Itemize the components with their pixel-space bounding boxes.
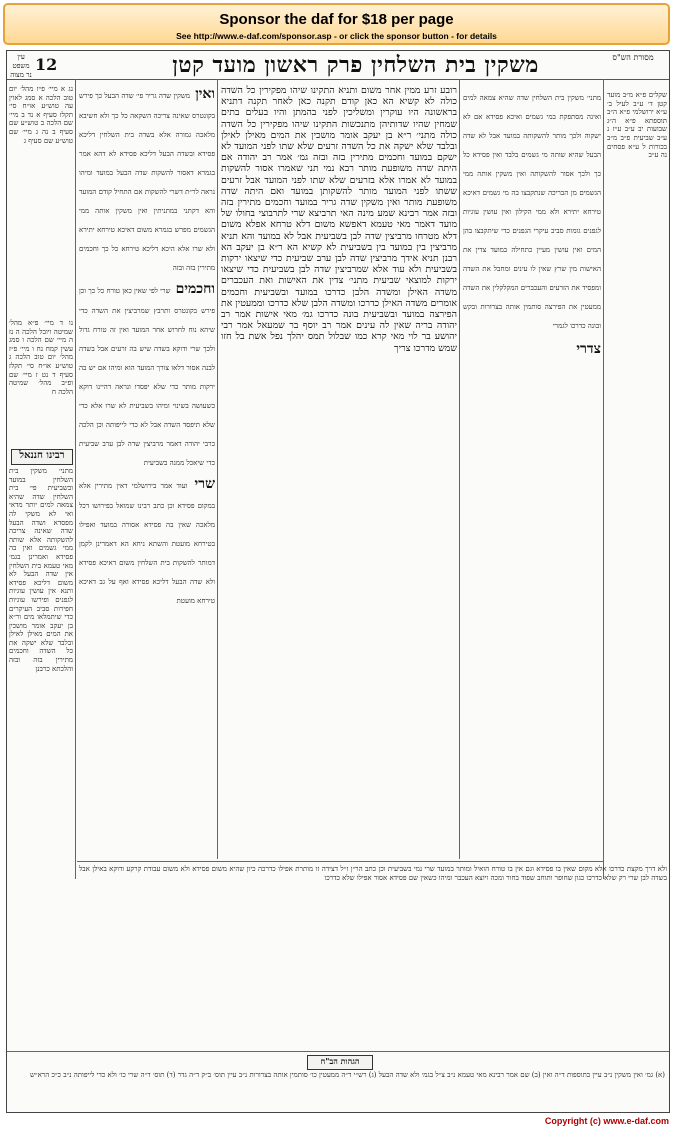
hagahot-text: (א) גמ׳ ואין משקין נ״ב עיין בתוספות ד״ה ואין (ב) שם אמר רבינא מאי טעמא נ״ב צ״ל בגמ׳ ולא שדה הבעל (ג) רש״י ד״ה ממעטין כו׳ סותמין אותה בצרורות נ״ב עיין תוס׳ ב״ק ד״ה גדר (ד) תוס׳ ד״ה שרי כו׳ ולא כדי לייפותה נ״ב כ״כ הרא״ש <box>29 1071 665 1079</box>
divider-hagahot <box>7 1051 670 1052</box>
gemara-column: רובע זרע ממין אחר משום ותניא התקינו שיהו מפקירין כל השדה כולה לא קשיא הא כאן קודם תקנה כאן לאחר תקנה דתניא בראשונה היו עוקרין ומשליכין לפני בהמתן והיו בעלים בתים שמחין שהיו שדותיהן מתנכשות התקינו שיהו מפקירין כל השדה כולה מתני׳ ר״א בן יעקב אומר מושכין את המים מאילן לאילן ובלבד שלא ישקה את כל השדה זרעים שלא שתו לפני המועד לא ישקם במועד וחכמים מתירין בזה ובזה גמ׳ אמר רב יהודה אם היתה שדה משופעת מותר רבא נמי תני שאמרו אסור להשקות במועד לא אמרו אלא בזרעים שלא שתו לפני המועד אבל זרעים ששתו לפני המועד מותר להשקותן במועד ואם היתה שדה משופעת מותר ואין משקין שדה גריר במועד וחכמים מתירין בזה ובזה אמר רבינא שמע מינה האי תרביצא שרי לתרבוצי בחולו של מועד דאמר מאי טעמא דאפשא משום דלא טרחא אפלא משום דלא מטרחו מרביצין שדה לבן בשביעית אבל לא במועד והא תניא מרביצין בין במועד בין בשביעית לא קשיא הא ר״א בן יעקב הא רבנן תניא אידך מרביצין שדה לבן ערב שביעית כדי שיצאו ירקות בשביעית ולא עוד אלא שמרביצין שדה לבן בשביעית כדי שיצאו ירקות למוצאי שביעית מתני׳ צדין את האישות ואת העכברים משדה האילן ומשדה הלבן כדרכו במועד ובשביעית וחכמים אומרים משדה האילן כדרכו ומשדה הלבן שלא כדרכו וממעטין את הפירצה במועד ובשביעית בונה כדרכו גמ׳ מאי אישות אמר רב יהודה בריה שאין לה עינים אמר רב יוסף בר שמעאל אמר רבי יהושע בר לוי מאי קרא כמו שבלול תמס יהלך נפל אשת בל חזו שמש מדרכו צריך <box>221 85 457 354</box>
page-header <box>7 51 669 80</box>
tosafot-block-3 <box>79 473 215 607</box>
ein-mishpat-heading: עין משפט נר מצוה <box>10 53 32 79</box>
running-head: משקין בית השלחין פרק ראשון מועד קטן <box>172 52 539 78</box>
divider-rashi <box>459 79 460 859</box>
sponsor-subtitle[interactable]: See http://www.e-daf.com/sponsor.asp - or click the sponsor button - for details <box>176 31 497 41</box>
ein-mishpat-column-2: נו ד מיי׳ פ״א מהל׳ שמיטה ויובל הלכה ה נז ה מיי׳ שם הלכה ו סמג עשין קמח נח ו מיי׳ פ״ז מהל׳ יום טוב הלכה ג טוש״ע או״ח סי׳ תקלז סעיף ד נט ז מיי׳ שם ופ״ב מהל׳ שמיטה הלכה ח <box>9 319 73 396</box>
sponsor-banner[interactable] <box>3 3 670 45</box>
tosafot-block-1 <box>79 83 215 274</box>
ein-mishpat-column: נג א מיי׳ פ״ז מהל׳ יום טוב הלכה א סמג לאוין עה טוש״ע או״ח סי׳ תקלז סעיף א נד ב מיי׳ שם הלכה ב טוש״ע שם סעיף ב נה ג מיי׳ שם טוש״ע שם סעיף ג <box>9 85 73 145</box>
tosafot-heading-2: וחכמים <box>175 281 215 297</box>
folio-number: 12 <box>35 55 58 74</box>
rashi-block-2 <box>463 338 601 358</box>
rashi-column <box>463 85 601 857</box>
tosafot-column <box>79 83 215 858</box>
masoret-hashas-column: שקלים פ״א מ״ב מועד קטן ד׳ ע״ב לעיל ב׳ ע״א ירושלמי פ״א ה״ב תוספתא פ״א ה״ג שבועות יב ע״ב ע״ז נ ע״ב שביעית פ״ב מ״ב בכורות ל ע״א פסחים נה ע״ב <box>607 91 667 160</box>
tosafot-text-2: שרי לפי שאין כאן טורח כל כך וכן פירש בקונטרס ותרבץ שמרביצין את השדה כדי שיהא נוח לחרוש אחר המועד ואין זה טורח גדול ולכך שרי ודוקא בשדה שיש בה זרעים אבל בשדה לבנה אסור דלאו צורך המועד הוא ומיהו אם יש בה ירקות מותר כדי שלא יפסדו ונראה דהיינו דוקא כשעושה בשינוי ומיהו בשביעית לא שרו אלא כדי שלא תיפסד השדה אבל לא כדי לייפותה וכן הלכה כרבי יהודה דאמר מרביצין שדה לבן ערב שביעית כדי שיאכל ממנה בשביעית <box>79 287 215 467</box>
hagahot-heading: הגהות הב"ח <box>307 1055 373 1070</box>
tosafot-text-1: משקין שדה גריר פי׳ שדה הבעל כך פירש בקונטרס שאינה צריכה השקאה כל כך ולא חשיבא מלאכה גמורה אלא בשדה בית השלחין דליכא פסידא ובשדה הבעל דליכא פסידא לא דהא אמר בגמרא דאסור להשקות שדה הבעל במועד ומיהו נראה לר״ת דשרי להשקות אם התחיל קודם המועד והא דקתני במתניתין ואין משקין אותה ממי הגשמים מפרש בגמרא משום דאיכא טירחא יתירא ולא שרו אלא היכא דליכא טירחא כל כך וחכמים מתירין בזה ובזה <box>79 92 215 272</box>
rabbeinu-chananel-column: מתני׳ משקין בית השלחין במועד ובשביעית פי׳ בית השלחין שדה שהיא צמאה למים יותר מדאי ואי לא משקי לה מפסדא ושדה הבעל שדה שאינה צריכה להשקותה אלא שותה ממי גשמים ואין בה פסידא ואמרינן בגמ׳ מאי טעמא בית השלחין אין שדה הבעל לא משום דליכא פסידא ותנא אין עושין עוגיות לגפנים ופירשו עוגיות חפירות סביב העיקרים כדי שיתמלאו מים ור״א בן יעקב אומר מושכין את המים מאילן לאילן ובלבד שלא ישקה את כל השדה וחכמים מתירין בזה ובזה והלכתא כרבנן <box>9 467 73 673</box>
masoret-heading: מסורת הש"ס <box>612 53 654 62</box>
sponsor-title[interactable]: Sponsor the daf for $18 per page <box>219 11 454 28</box>
tosafot-dibur-hamatchil: ואין <box>195 86 215 102</box>
tosafot-block-2 <box>79 278 215 469</box>
tosafot-heading-3: שרי <box>194 476 215 492</box>
divider-tosafot <box>217 79 218 859</box>
daf-page <box>6 50 670 1113</box>
rashi-text: מתני׳ משקין בית השלחין שדה שהיא צמאה למים ואינה מסתפקת במי גשמים ואיכא פסידא אם לא ישקוה ולכך מותר להשקותה במועד אבל לא שדה הבעל שהיא שותה מי גשמים בלבד ואין פסידא כל כך ולכך אסור להשקותה ואין משקין אותה ממי הגשמים מן הבריכה שנתקבצו בה מי גשמים דאיכא טירחא יתירא ולא ממי הקילון ואין עושין עוגיות לגפנים גומות סביב עיקרי הגפנים כדי שיתקבצו בהן המים ואין עושין מעיין כתחילה במועד צדין את האישות מין שרץ שאין לו עינים ומחבל את השדה ומפסיד את הזרעים והעכברים המקלקלין את השדה ממעטין את הפירצה סותמין אותה בצרורות ובקש ובונה כדרכו לגמרי <box>463 94 601 330</box>
rabbeinu-chananel-heading: רבינו חננאל <box>11 449 73 465</box>
bottom-commentary: ולא דרך מקצת כדרכו אלא מקום שאין בו פסידא וגם אין בו טורח הואיל ומותר במועד שרי נמי בשביעית וכן כתב הר״ן ז״ל דצידה זו מותרת אפילו כדרכה כיון שהיא משום פסידא ולא משום עבודת קרקע ודוקא באילן אבל בשדה לבן שרי רק שלא כדרכו כגון שחופר ותוחב שפוד בחור ומכה ויוצא העכבר ומיהו כשאין שם פסידא אסור אפילו שלא כדרכו <box>79 865 667 882</box>
rashi-heading: צדרי <box>576 341 601 357</box>
divider-ein-mishpat <box>75 79 76 879</box>
tosafot-text-3: ועוד אמר בירושלמי דאין מתירין אלא במקום פסידא וכן כתב רבינו שמואל בפירושו דכל מלאכה שאין בה פסידא אסורה במועד ואפילו בטירחא מועטת והשתא ניחא הא דאמרינן לקמן דמותר להשקות בית השלחין משום דאיכא פסידא ולא שדה הבעל דליכא פסידא ואף על גב דאיכא טירחא מועטת <box>79 482 215 605</box>
divider-masoret <box>603 79 604 879</box>
divider-bottom <box>77 861 603 862</box>
copyright-link[interactable]: Copyright (c) www.e-daf.com <box>544 1116 669 1126</box>
